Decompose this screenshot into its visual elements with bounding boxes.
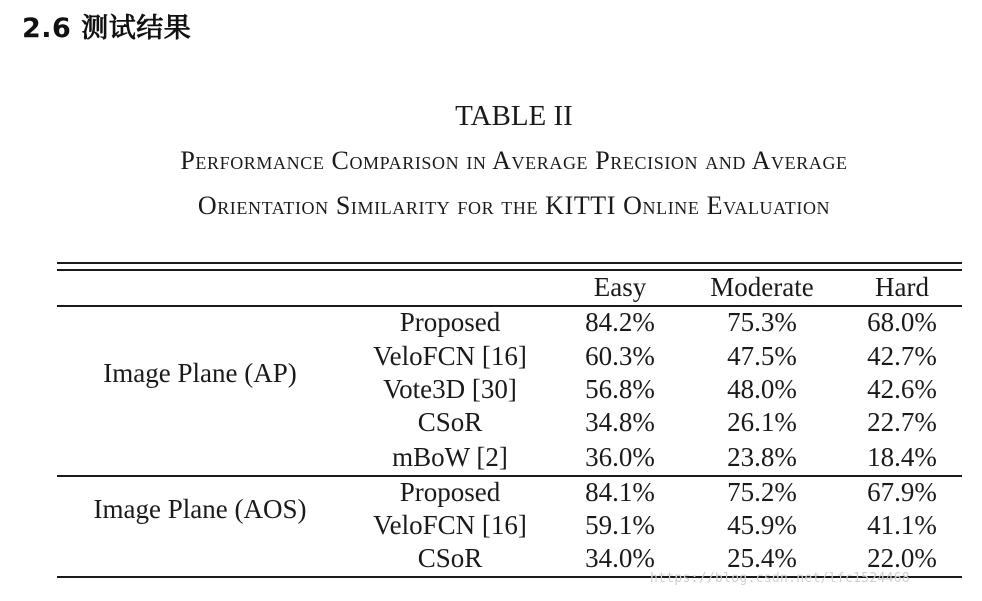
method-cell: VeloFCN [16] bbox=[373, 341, 527, 371]
easy-cell: 84.2% bbox=[585, 307, 655, 337]
hard-cell: 68.0% bbox=[867, 307, 937, 337]
method-cell: CSoR bbox=[417, 407, 483, 437]
easy-cell: 60.3% bbox=[585, 341, 655, 371]
easy-cell: 36.0% bbox=[585, 442, 655, 472]
moderate-cell: 47.5% bbox=[727, 341, 797, 371]
table-label: TABLE II bbox=[455, 100, 573, 132]
method-cell: Proposed bbox=[399, 307, 501, 337]
hard-cell: 67.9% bbox=[867, 477, 937, 507]
hard-cell: 22.7% bbox=[867, 407, 937, 437]
method-cell: VeloFCN [16] bbox=[373, 510, 527, 540]
hard-cell: 22.0% bbox=[867, 543, 937, 573]
group-label-ap: Image Plane (AP) bbox=[103, 358, 297, 388]
hard-cell: 41.1% bbox=[867, 510, 937, 540]
easy-cell: 34.8% bbox=[585, 407, 655, 437]
group-label-aos: Image Plane (AOS) bbox=[93, 494, 307, 524]
easy-cell: 56.8% bbox=[585, 374, 655, 404]
moderate-cell: 45.9% bbox=[727, 510, 797, 540]
easy-cell: 34.0% bbox=[585, 543, 655, 573]
easy-cell: 59.1% bbox=[585, 510, 655, 540]
hard-cell: 42.6% bbox=[867, 374, 937, 404]
method-cell: Proposed bbox=[399, 477, 501, 507]
column-header-moderate: Moderate bbox=[710, 272, 814, 302]
moderate-cell: 75.3% bbox=[727, 307, 797, 337]
moderate-cell: 23.8% bbox=[727, 442, 797, 472]
hard-cell: 42.7% bbox=[867, 341, 937, 371]
watermark: https://blog.csdn.net/lfc1524468 bbox=[650, 571, 911, 586]
table-top-rule bbox=[57, 262, 962, 264]
moderate-cell: 75.2% bbox=[727, 477, 797, 507]
easy-cell: 84.1% bbox=[585, 477, 655, 507]
hard-cell: 18.4% bbox=[867, 442, 937, 472]
method-cell: Vote3D [30] bbox=[383, 374, 517, 404]
column-header-easy: Easy bbox=[593, 272, 647, 302]
moderate-cell: 48.0% bbox=[727, 374, 797, 404]
section-heading: 2.6 测试结果 bbox=[22, 13, 192, 44]
moderate-cell: 26.1% bbox=[727, 407, 797, 437]
moderate-cell: 25.4% bbox=[727, 543, 797, 573]
column-header-hard: Hard bbox=[875, 272, 929, 302]
table-caption-line-1: Performance Comparison in Average Precision and Average bbox=[180, 146, 848, 175]
method-cell: CSoR bbox=[417, 543, 483, 573]
table-top-rule-2 bbox=[57, 269, 962, 271]
method-cell: mBoW [2] bbox=[392, 442, 508, 472]
table-caption-line-2: Orientation Similarity for the KITTI Online Evaluation bbox=[197, 191, 831, 220]
